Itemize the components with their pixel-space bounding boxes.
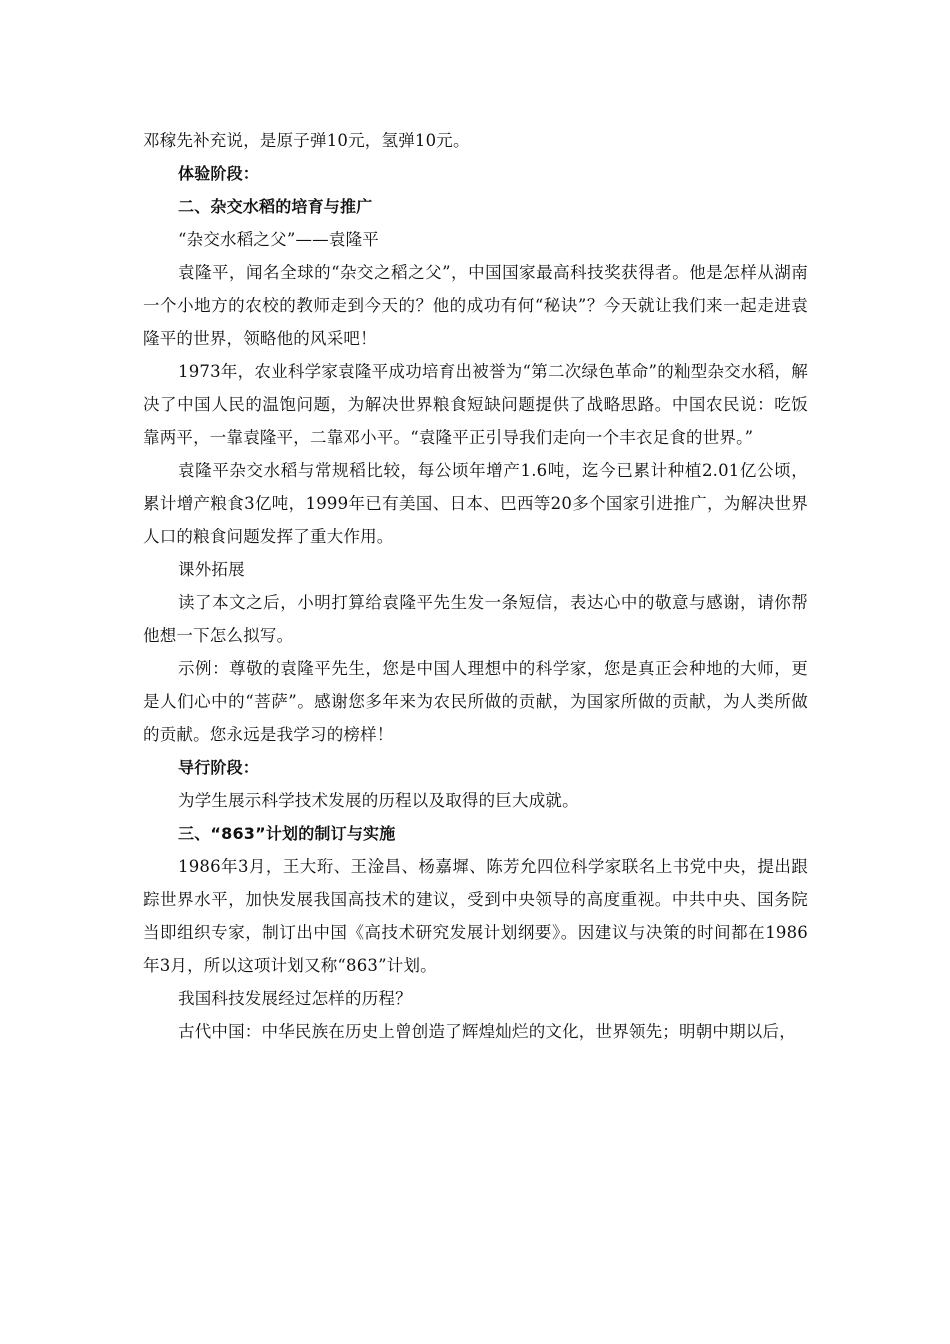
section-heading-863-plan: 三、“863”计划的制订与实施 [178, 824, 396, 843]
paragraph-continuation: 邓稼先补充说，是原子弹10元，氢弹10元。 [143, 131, 470, 150]
document-body [143, 124, 808, 1048]
paragraph-1973: 1973年，农业科学家袁隆平成功培育出被誉为“第二次绿色革命”的籼型杂交水稻，解决了中国人民的温饱问题，为解决世界粮食短缺问题提供了战略思路。中国农民说：吃饭靠两平，一靠袁隆平，二靠邓小平。“袁隆平正引导我们走向一个丰衣足食的世界。” [143, 362, 808, 447]
paragraph-subtitle-yuan-longping: “杂交水稻之父”——袁隆平 [178, 230, 379, 249]
paragraph-yield-comparison: 袁隆平杂交水稻与常规稻比较，每公顷年增产1.6吨，迄今已累计种植2.01亿公顷，累计增产粮食3亿吨，1999年已有美国、日本、巴西等20多个国家引进推广，为解决世界人口的粮食问题发挥了重大作用。 [143, 461, 808, 546]
paragraph-extension-title: 课外拓展 [178, 560, 245, 579]
paragraph-ancient-china: 古代中国：中华民族在历史上曾创造了辉煌灿烂的文化，世界领先；明朝中期以后， [178, 1022, 796, 1041]
paragraph-863-history: 1986年3月，王大珩、王淦昌、杨嘉墀、陈芳允四位科学家联名上书党中央，提出跟踪世界水平，加快发展我国高技术的建议，受到中央领导的高度重视。中共中央、国务院当即组织专家，制订出中国《高技术研究发展计划纲要》。因建议与决策的时间都在1986年3月，所以这项计划又称“863”计划。 [143, 857, 808, 975]
paragraph-guide-purpose: 为学生展示科学技术发展的历程以及取得的巨大成就。 [178, 791, 579, 810]
section-heading-experience-stage: 体验阶段： [178, 164, 260, 183]
section-heading-hybrid-rice: 二、杂交水稻的培育与推广 [178, 197, 373, 216]
paragraph-yuan-intro: 袁隆平，闻名全球的“杂交之稻之父”，中国国家最高科技奖获得者。他是怎样从湖南一个小地方的农校的教师走到今天的？他的成功有何“秘诀”？今天就让我们来一起走进袁隆平的世界，领略他的风采吧！ [143, 263, 808, 348]
section-heading-guide-stage: 导行阶段： [178, 758, 260, 777]
paragraph-extension-task: 读了本文之后，小明打算给袁隆平先生发一条短信，表达心中的敬意与感谢，请你帮他想一下怎么拟写。 [143, 593, 808, 645]
paragraph-example-message: 示例：尊敬的袁隆平先生，您是中国人理想中的科学家，您是真正会种地的大师，更是人们心中的“菩萨”。感谢您多年来为农民所做的贡献，为国家所做的贡献，为人类所做的贡献。您永远是我学习的榜样！ [143, 659, 808, 744]
paragraph-question: 我国科技发展经过怎样的历程？ [178, 989, 412, 1008]
